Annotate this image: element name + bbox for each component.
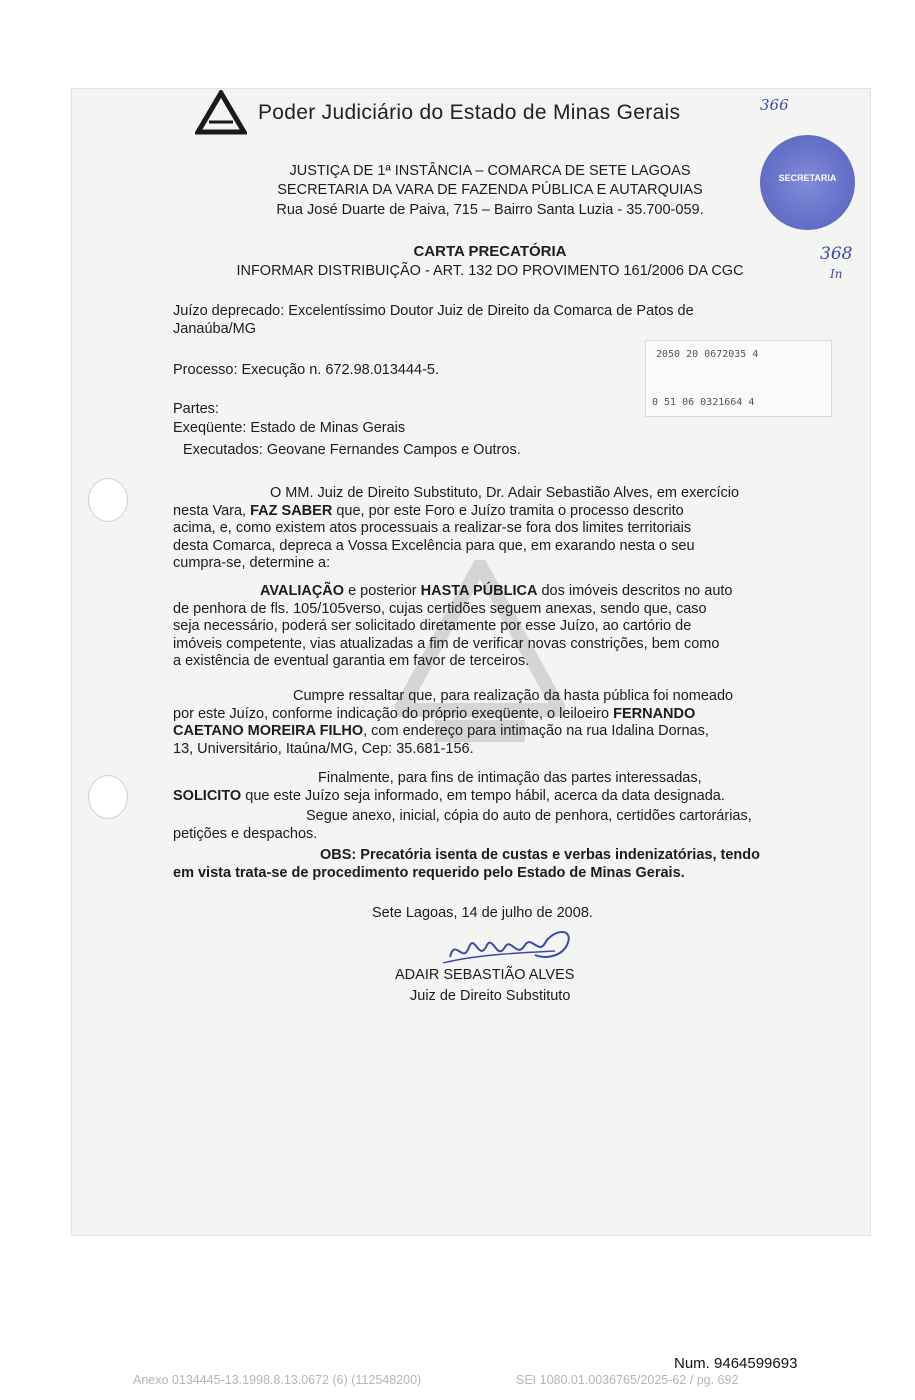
exequente-value: Estado de Minas Gerais bbox=[250, 420, 406, 436]
secretaria-stamp bbox=[760, 135, 855, 230]
p1-line-3: acima, e, como existem atos processuais a realizar-se fora dos limites territoriais bbox=[173, 520, 692, 537]
obs-line-1: OBS: Precatória isenta de custas e verbas indenizatórias, tendo bbox=[320, 847, 760, 863]
signer-name: ADAIR SEBASTIÃO ALVES bbox=[395, 967, 575, 983]
p4-line-2 bbox=[173, 788, 843, 806]
avaliacao: AVALIAÇÃO bbox=[260, 583, 345, 599]
annex-reference: Anexo 0134445-13.1998.8.13.0672 (6) (112548200) bbox=[133, 1373, 422, 1387]
judiciary-logo-icon bbox=[195, 90, 247, 135]
executados-label: Executados: bbox=[183, 442, 263, 458]
processo-line bbox=[173, 362, 439, 380]
p3-line-4: 13, Universitário, Itaúna/MG, Cep: 35.681-156. bbox=[173, 740, 474, 757]
handwritten-page-number: 366 bbox=[760, 96, 789, 114]
p2-line-2: de penhora de fls. 105/105verso, cujas certidões seguem anexas, sendo que, caso bbox=[173, 600, 707, 617]
processo-value: Execução n. 672.98.013444-5. bbox=[241, 362, 440, 378]
closing-date: Sete Lagoas, 14 de julho de 2008. bbox=[372, 905, 593, 921]
handwritten-initials: In bbox=[830, 267, 843, 281]
p1-line-2 bbox=[173, 503, 843, 521]
auctioneer-last-name: CAETANO MOREIRA FILHO bbox=[173, 723, 364, 740]
solicito: SOLICITO bbox=[173, 787, 242, 804]
body-paragraph-4 bbox=[173, 770, 843, 805]
court-address: Rua José Duarte de Paiva, 715 – Bairro Santa Luzia - 35.700-059. bbox=[276, 202, 704, 218]
p1-line-4: desta Comarca, depreca a Vossa Excelência para que, em exarando nesta o seu bbox=[173, 537, 695, 554]
court-line-1: JUSTIÇA DE 1ª INSTÂNCIA – COMARCA DE SETE LAGOAS bbox=[289, 163, 691, 179]
handwritten-side-number: 368 bbox=[820, 244, 853, 264]
exequente-line bbox=[173, 420, 405, 438]
auctioneer-first-name: FERNANDO bbox=[613, 705, 696, 722]
court-line-2: SECRETARIA DA VARA DE FAZENDA PÚBLICA E AUTARQUIAS bbox=[277, 182, 703, 198]
body-paragraph-obs bbox=[173, 847, 843, 882]
document-subtitle: INFORMAR DISTRIBUIÇÃO - ART. 132 DO PROVIMENTO 161/2006 DA CGC bbox=[236, 263, 744, 279]
p1-line-5: cumpra-se, determine a: bbox=[173, 555, 331, 572]
p3-line-2 bbox=[173, 706, 843, 724]
juizo-label: Juízo deprecado: bbox=[173, 303, 285, 319]
partes-label: Partes: bbox=[173, 401, 219, 417]
p4-line-1: Finalmente, para fins de intimação das partes interessadas, bbox=[318, 770, 702, 786]
body-paragraph-1 bbox=[173, 485, 843, 573]
faz-saber: FAZ SABER bbox=[250, 502, 333, 519]
juizo-value: Excelentíssimo Doutor Juiz de Direito da Comarca de Patos de bbox=[288, 303, 694, 319]
p2-text-d: dos imóveis descritos no auto bbox=[541, 583, 733, 599]
juizo-line-1 bbox=[173, 303, 843, 321]
executados-value: Geovane Fernandes Campos e Outros. bbox=[266, 442, 521, 458]
punch-hole-top bbox=[88, 478, 128, 522]
p3-text-a: por este Juízo, conforme indicação do próprio exeqüente, o leiloeiro bbox=[173, 705, 610, 722]
body-paragraph-5 bbox=[173, 808, 843, 843]
sei-reference: SEI 1080.01.0036765/2025-62 / pg. 692 bbox=[516, 1373, 739, 1387]
protocol-line-1: 2050 20 0672035 4 bbox=[656, 349, 759, 360]
p2-line-4: imóveis competente, vias atualizadas a fim de verificar novas constrições, bem como bbox=[173, 635, 720, 652]
p3-text-b: , com endereço para intimação na rua Idalina Dornas, bbox=[363, 723, 709, 740]
executados-line bbox=[183, 442, 521, 460]
protocol-line-2: 0 51 06 0321664 4 bbox=[652, 397, 755, 408]
p2-line-3: seja necessário, poderá ser solicitado diretamente por esse Juízo, ao cartório de bbox=[173, 618, 692, 635]
p1-text-c: que, por este Foro e Juízo tramita o processo descrito bbox=[336, 502, 684, 519]
p2-line-5: a existência de eventual garantia em favor de terceiros. bbox=[173, 653, 530, 670]
processo-label: Processo: bbox=[173, 362, 238, 378]
protocol-stamp bbox=[645, 340, 832, 417]
p2-text-b: e posterior bbox=[348, 583, 417, 599]
body-paragraph-3 bbox=[173, 688, 843, 758]
p1-line-1: O MM. Juiz de Direito Substituto, Dr. Adair Sebastião Alves, em exercício bbox=[270, 485, 740, 501]
p3-line-1: Cumpre ressaltar que, para realização da hasta pública foi nomeado bbox=[293, 688, 734, 704]
p5-line-2: petições e despachos. bbox=[173, 825, 318, 842]
document-number: Num. 9464599693 bbox=[674, 1355, 798, 1372]
p5-line-1: Segue anexo, inicial, cópia do auto de penhora, certidões cartorárias, bbox=[306, 808, 752, 824]
p2-line-1 bbox=[173, 583, 843, 601]
exequente-label: Exeqüente: bbox=[173, 420, 247, 436]
body-paragraph-2 bbox=[173, 583, 843, 671]
signer-role: Juiz de Direito Substituto bbox=[410, 988, 571, 1004]
stamp-label: SECRETARIA bbox=[778, 173, 837, 183]
juizo-line-2: Janaúba/MG bbox=[173, 321, 257, 337]
document-title: CARTA PRECATÓRIA bbox=[413, 243, 567, 260]
p1-text-a: nesta Vara, bbox=[173, 502, 247, 519]
hasta-publica: HASTA PÚBLICA bbox=[420, 583, 538, 599]
punch-hole-bottom bbox=[88, 775, 128, 819]
p3-line-3 bbox=[173, 723, 843, 741]
header-title: Poder Judiciário do Estado de Minas Gerais bbox=[258, 101, 681, 124]
p4-text-b: que este Juízo seja informado, em tempo hábil, acerca da data designada. bbox=[245, 787, 725, 804]
obs-line-2: em vista trata-se de procedimento requerido pelo Estado de Minas Gerais. bbox=[173, 864, 685, 881]
